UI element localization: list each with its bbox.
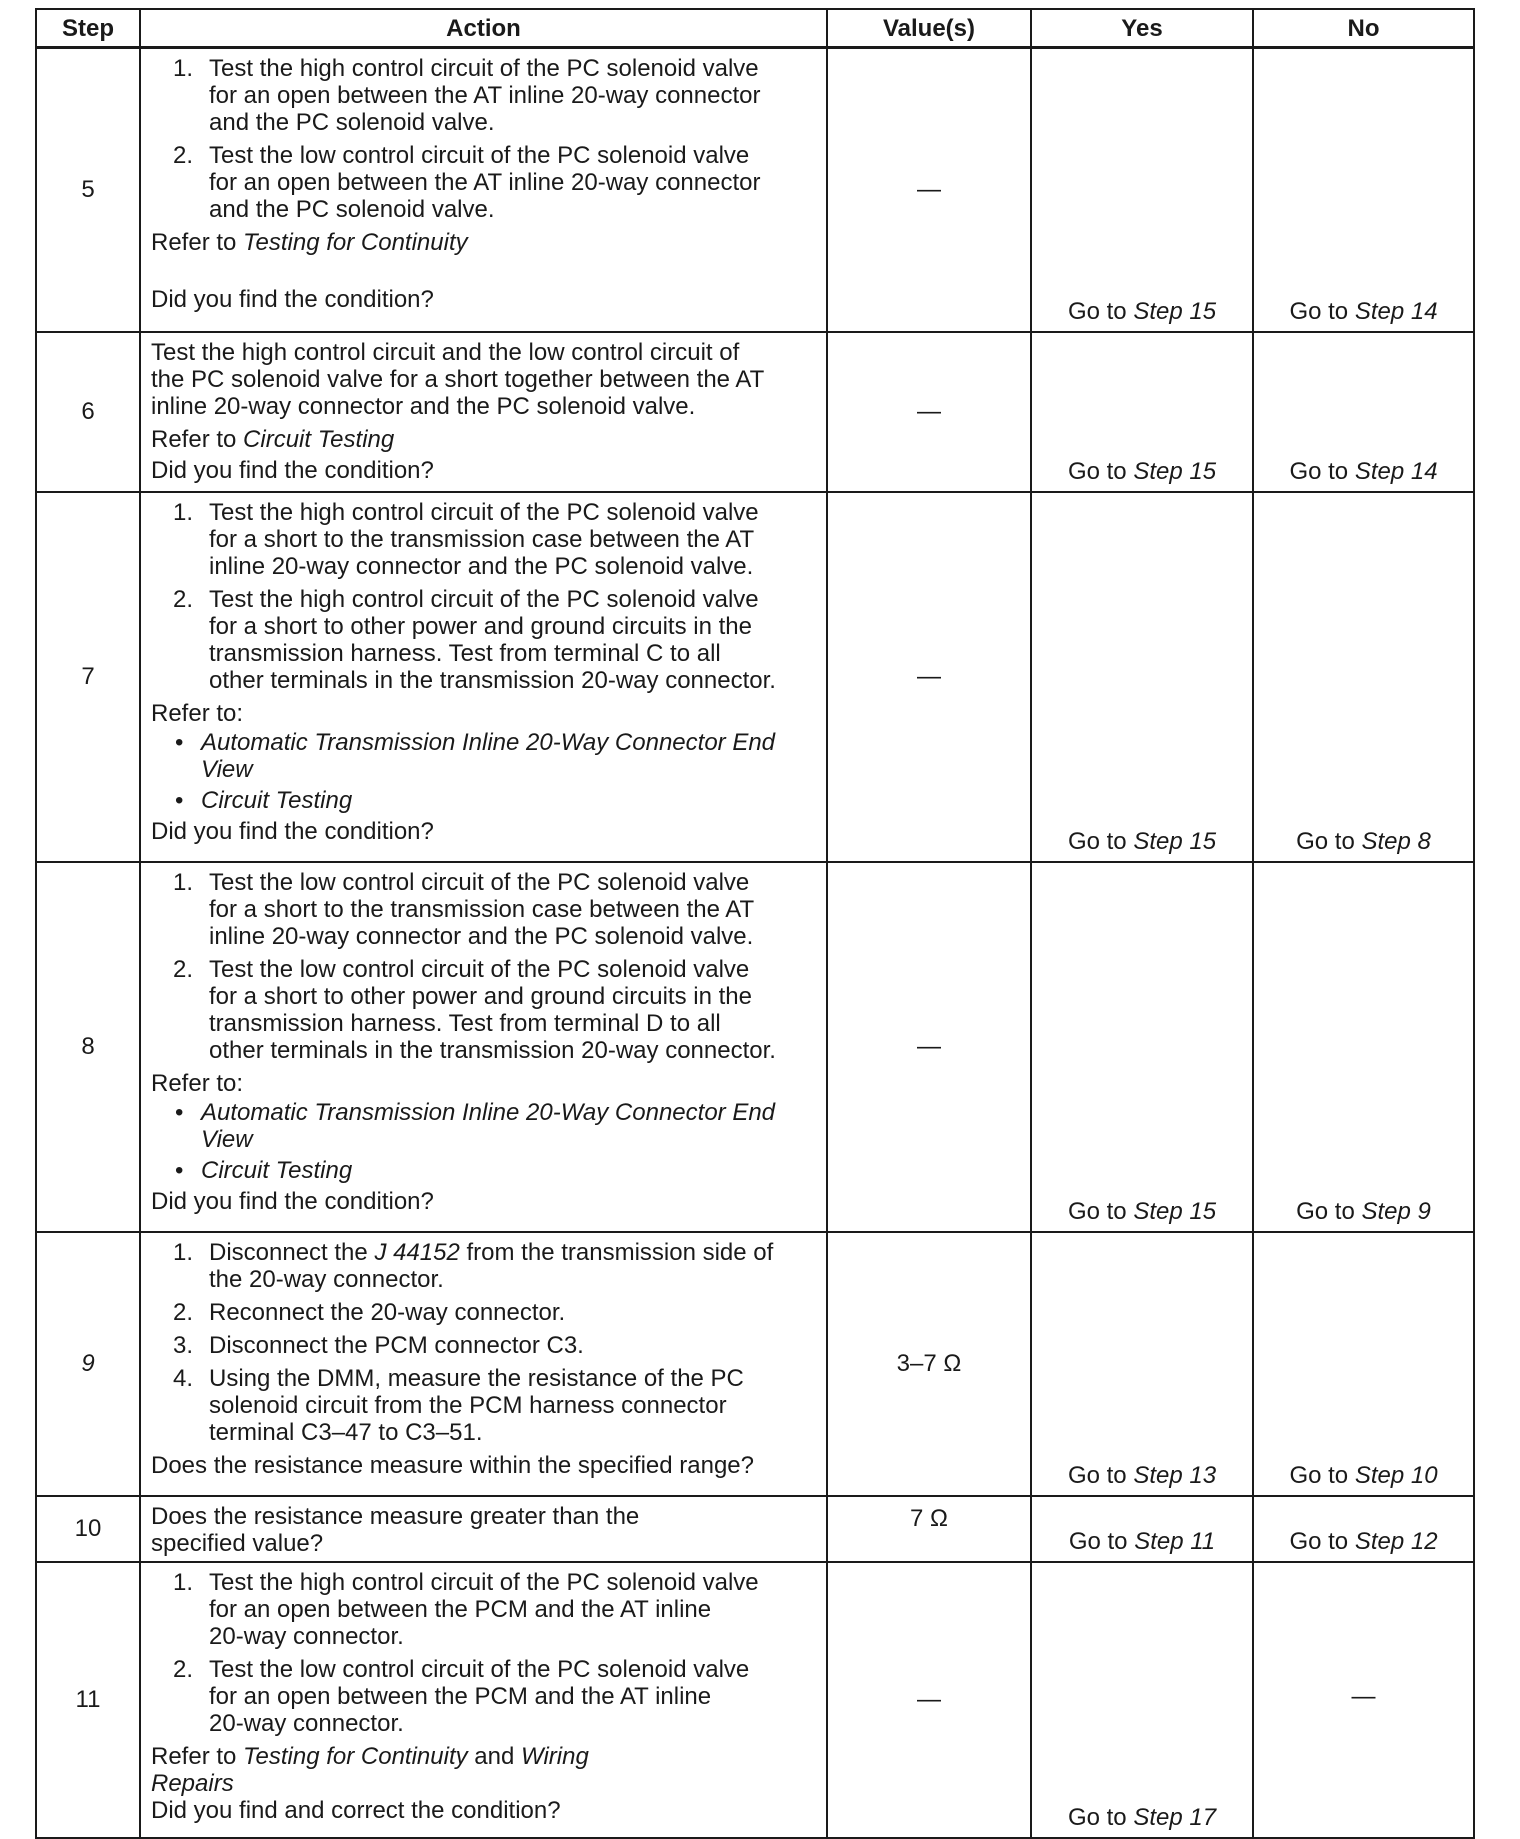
step-number: 5 <box>36 48 140 332</box>
tool-reference: J 44152 <box>374 1238 460 1266</box>
numbered-steps <box>151 55 814 223</box>
refer-text: Refer to Testing for Continuity <box>151 229 468 256</box>
refer-text: Refer to Circuit Testing <box>151 425 395 453</box>
reference-link[interactable]: Repairs <box>151 1769 234 1797</box>
question-text: Did you find the condition? <box>151 1187 434 1215</box>
step-number: 7 <box>36 492 140 862</box>
table-row-step-7 <box>36 492 1474 862</box>
value-cell: — <box>827 332 1031 492</box>
yes-step-link[interactable]: Step 15 <box>1133 827 1217 855</box>
question-text: Does the resistance measure within the specified range? <box>151 1451 754 1479</box>
no-cell: Go to Step 10 <box>1253 1232 1474 1496</box>
value-cell: 7 Ω <box>827 1496 1031 1562</box>
reference-link[interactable]: • Automatic Transmission Inline 20-Way Connector End View <box>175 1098 776 1153</box>
reference-link[interactable]: Testing for Continuity <box>243 229 468 256</box>
action-cell <box>140 1232 827 1496</box>
header-values: Value(s) <box>827 9 1031 48</box>
value-cell: — <box>827 1562 1031 1838</box>
list-item: 4. Using the DMM, measure the resistance of the PC solenoid circuit from the PCM harness connector terminal C3–47 to C3–51. <box>173 1364 744 1446</box>
yes-cell: Go to Step 17 <box>1031 1562 1253 1838</box>
header-step: Step <box>36 9 140 48</box>
step-number: 8 <box>36 862 140 1232</box>
list-item: 2. Test the low control circuit of the PC solenoid valve for an open between the AT inline 20-way connector and the PC solenoid valve. <box>173 142 761 223</box>
reference-link[interactable]: • Automatic Transmission Inline 20-Way Connector End View <box>175 728 776 783</box>
no-step-link[interactable]: Step 9 <box>1361 1197 1431 1225</box>
step-number: 11 <box>36 1562 140 1838</box>
yes-cell: Go to Step 13 <box>1031 1232 1253 1496</box>
reference-list <box>151 729 814 814</box>
refer-text: Refer to Testing for Continuity and Wiring Repairs <box>151 1743 814 1797</box>
question-text: Did you find the condition? <box>151 817 434 845</box>
list-item: 2. Test the high control circuit of the PC solenoid valve for a short to other power and ground circuits in the transmission harness. Test from terminal C to all other terminals in the transmission 20-way connector. <box>173 585 776 694</box>
yes-cell: Go to Step 15 <box>1031 332 1253 492</box>
reference-link[interactable]: • Circuit Testing <box>175 1156 353 1184</box>
no-step-link[interactable]: Step 14 <box>1354 297 1438 325</box>
header-no: No <box>1253 9 1474 48</box>
reference-link[interactable]: Circuit Testing <box>243 425 395 453</box>
no-step-link[interactable]: Step 14 <box>1354 457 1438 485</box>
step-number: 9 <box>36 1232 140 1496</box>
question-text: Did you find and correct the condition? <box>151 1796 561 1824</box>
table-row-step-11 <box>36 1562 1474 1838</box>
no-cell: — <box>1253 1562 1474 1838</box>
question-text: Did you find the condition? <box>151 456 434 484</box>
reference-link[interactable]: Testing for Continuity <box>243 1742 468 1770</box>
yes-cell: Go to Step 15 <box>1031 492 1253 862</box>
diagnostic-table <box>35 8 1475 1839</box>
no-cell: Go to Step 9 <box>1253 862 1474 1232</box>
action-cell <box>140 1562 827 1838</box>
step-number: 10 <box>36 1496 140 1562</box>
yes-step-link[interactable]: Step 15 <box>1133 457 1217 485</box>
list-item: 1. Test the low control circuit of the PC solenoid valve for a short to the transmission case between the AT inline 20-way connector and the PC solenoid valve. <box>173 868 755 950</box>
list-item: 2. Test the low control circuit of the PC solenoid valve for an open between the PCM and the AT inline 20-way connector. <box>173 1655 750 1737</box>
list-item: 1. Test the high control circuit of the PC solenoid valve for an open between the PCM and the AT inline 20-way connector. <box>173 1568 759 1650</box>
list-item: 2. Test the low control circuit of the PC solenoid valve for a short to other power and ground circuits in the transmission harness. Test from terminal D to all other terminals in the transmission 20-way connector. <box>173 955 776 1064</box>
reference-link[interactable]: Wiring <box>521 1742 589 1770</box>
table-row-step-5 <box>36 48 1474 332</box>
yes-step-link[interactable]: Step 13 <box>1133 1461 1217 1489</box>
no-cell: Go to Step 12 <box>1253 1496 1474 1562</box>
yes-cell: Go to Step 11 <box>1031 1496 1253 1562</box>
list-item: 2. Reconnect the 20-way connector. <box>173 1298 566 1326</box>
yes-step-link[interactable]: Step 11 <box>1134 1527 1216 1555</box>
list-item: 1. Disconnect the J 44152 from the transmission side of the 20-way connector. <box>173 1238 774 1293</box>
reference-link[interactable]: • Circuit Testing <box>175 786 353 814</box>
header-action: Action <box>140 9 827 48</box>
refer-text: Refer to: <box>151 1069 244 1097</box>
action-cell <box>140 492 827 862</box>
no-step-link[interactable]: Step 12 <box>1354 1527 1438 1555</box>
no-cell: Go to Step 14 <box>1253 332 1474 492</box>
table-row-step-6 <box>36 332 1474 492</box>
refer-text: Refer to: <box>151 699 244 727</box>
no-cell: Go to Step 14 <box>1253 48 1474 332</box>
action-cell <box>140 862 827 1232</box>
table-header-row <box>36 9 1474 48</box>
value-cell: 3–7 Ω <box>827 1232 1031 1496</box>
action-cell: Does the resistance measure greater than the specified value? <box>140 1496 827 1562</box>
no-cell: Go to Step 8 <box>1253 492 1474 862</box>
numbered-steps <box>151 1239 814 1446</box>
yes-step-link[interactable]: Step 15 <box>1133 297 1217 325</box>
no-step-link[interactable]: Step 10 <box>1354 1461 1438 1489</box>
action-cell <box>140 48 827 332</box>
table-row-step-9 <box>36 1232 1474 1496</box>
yes-cell: Go to Step 15 <box>1031 862 1253 1232</box>
value-cell: — <box>827 862 1031 1232</box>
yes-cell: Go to Step 15 <box>1031 48 1253 332</box>
table-row-step-8 <box>36 862 1474 1232</box>
reference-list <box>151 1099 814 1184</box>
list-item: 1. Test the high control circuit of the PC solenoid valve for a short to the transmission case between the AT inline 20-way connector and the PC solenoid valve. <box>173 498 759 580</box>
numbered-steps <box>151 499 814 694</box>
yes-step-link[interactable]: Step 15 <box>1133 1197 1217 1225</box>
numbered-steps <box>151 869 814 1064</box>
table-row-step-10 <box>36 1496 1474 1562</box>
value-cell: — <box>827 492 1031 862</box>
header-yes: Yes <box>1031 9 1253 48</box>
action-cell: Test the high control circuit and the low control circuit of the PC solenoid valve for a short together between the AT inline 20-way connector and the PC solenoid valve. Refer to Circuit Testing Did you find the condition? <box>140 332 827 492</box>
question-text: Did you find the condition? <box>151 286 434 313</box>
yes-step-link[interactable]: Step 17 <box>1133 1803 1217 1831</box>
step-number: 6 <box>36 332 140 492</box>
list-item: 1. Test the high control circuit of the PC solenoid valve for an open between the AT inline 20-way connector and the PC solenoid valve. <box>173 55 761 136</box>
value-cell: — <box>827 48 1031 332</box>
no-step-link[interactable]: Step 8 <box>1361 827 1431 855</box>
list-item: 3. Disconnect the PCM connector C3. <box>173 1331 584 1359</box>
numbered-steps <box>151 1569 814 1737</box>
